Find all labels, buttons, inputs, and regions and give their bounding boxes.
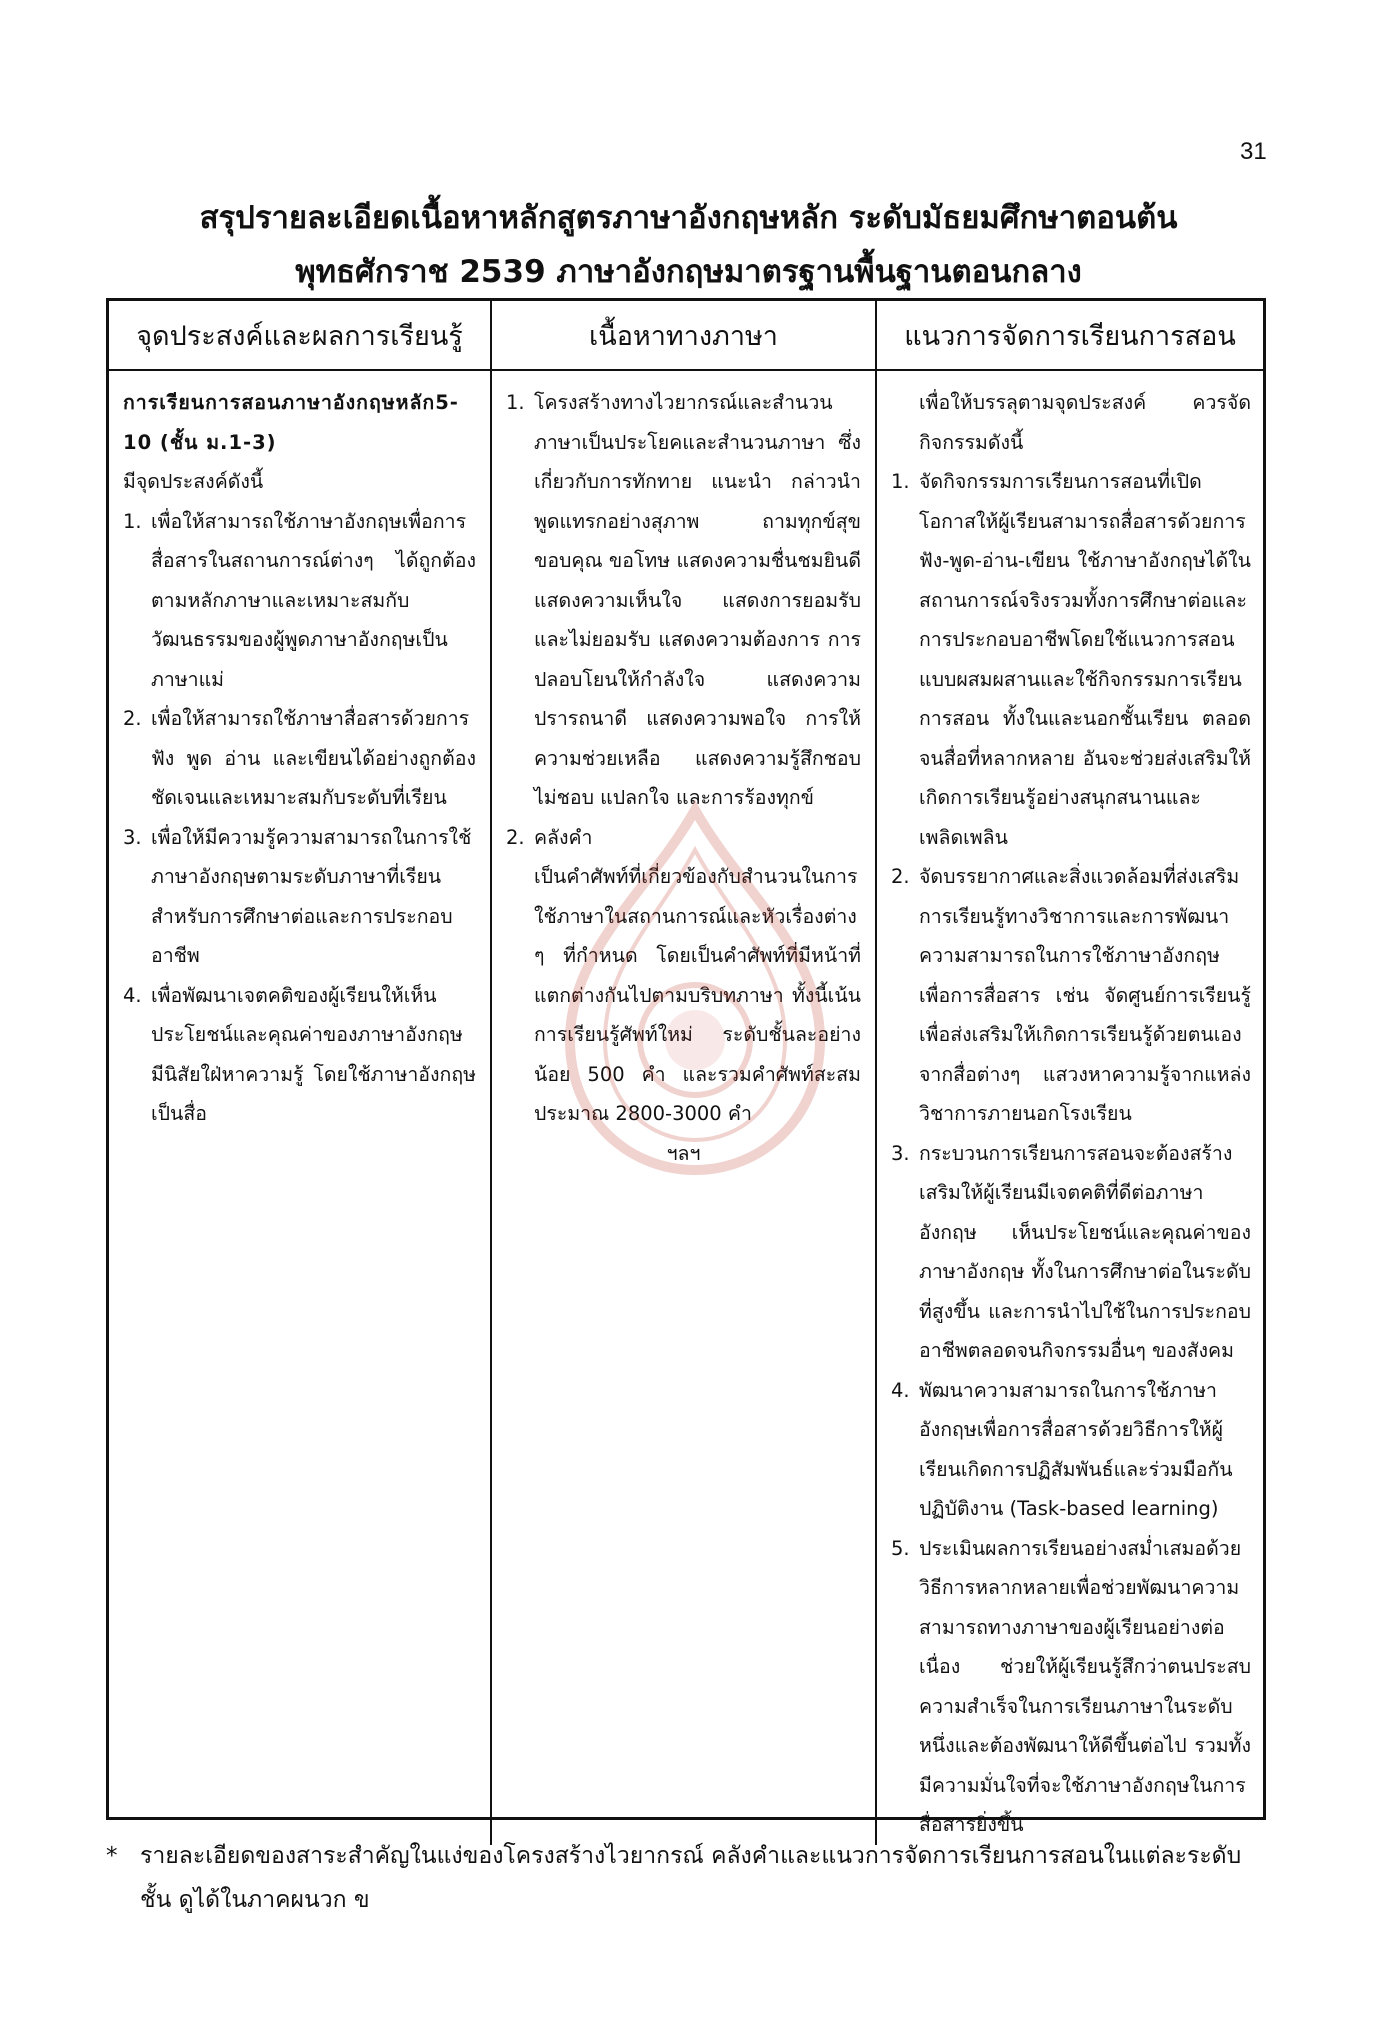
footnote — [106, 1834, 1266, 1922]
footnote-asterisk: * — [106, 1843, 118, 1869]
etc-mark: ฯลฯ — [666, 1141, 701, 1165]
objectives-column — [109, 371, 492, 1845]
vocabulary-description: เป็นคำศัพท์ที่เกี่ยวข้องกับสำนวนในการใช้ภาษาในสถานการณ์และหัวเรื่องต่าง ๆ ที่กำหนด โดยเป็นคำศัพท์ที่มีหน้าที่แตกต่างกันไปตามบริบทภาษา ทั้งนี้เน้นการเรียนรู้ศัพท์ใหม่ ระดับชั้นละอย่างน้อย 500 คำ และรวมคำศัพท์สะสมประมาณ 2800-3000 คำ — [534, 865, 861, 1125]
item-text: โครงสร้างทางไวยากรณ์และสำนวนภาษาเป็นประโยคและสำนวนภาษา ซึ่งเกี่ยวกับการทักทาย แนะนำ กล่าวนำ พูดแทรกอย่างสุภาพ ถามทุกข์สุข ขอบคุณ ขอโทษ แสดงความชื่นชมยินดี แสดงความเห็นใจ แสดงการยอมรับและไม่ยอมรับ แสดงความต้องการ การปลอบโยนให้กำลังใจ แสดงความปรารถนาดี แสดงความพอใจ การให้ความช่วยเหลือ แสดงความรู้สึกชอบ ไม่ชอบ แปลกใจ และการร้องทุกข์ — [534, 391, 861, 809]
objective-item — [123, 502, 476, 700]
objectives-intro: มีจุดประสงค์ดังนี้ — [123, 470, 264, 493]
content-item — [506, 818, 861, 858]
item-number: 3. — [891, 1141, 910, 1165]
item-number: 1. — [506, 391, 525, 414]
item-text: เพื่อให้สามารถใช้ภาษาสื่อสารด้วยการฟัง พูด อ่าน และเขียนได้อย่างถูกต้องชัดเจนและเหมาะสมกับระดับที่เรียน — [151, 707, 476, 809]
header-language-content: เนื้อหาทางภาษา — [492, 301, 877, 371]
curriculum-table — [106, 298, 1266, 1836]
item-number: 4. — [891, 1378, 910, 1402]
objective-item — [123, 976, 476, 1134]
approach-item — [891, 1529, 1251, 1845]
item-text: เพื่อให้มีความรู้ความสามารถในการใช้ภาษาอังกฤษตามระดับภาษาที่เรียนสำหรับการศึกษาต่อและการประกอบอาชีพ — [151, 825, 472, 967]
item-number: 2. — [123, 707, 142, 730]
item-number: 3. — [123, 825, 142, 849]
item-text: จัดบรรยากาศและสิ่งแวดล้อมที่ส่งเสริมการเรียนรู้ทางวิชาการและการพัฒนาความสามารถในการใช้ภาษาอังกฤษเพื่อการสื่อสาร เช่น จัดศูนย์การเรียนรู้เพื่อส่งเสริมให้เกิดการเรียนรู้ด้วยตนเองจากสื่อต่างๆ แสวงหาความรู้จากแหล่งวิชาการภายนอกโรงเรียน — [919, 865, 1251, 1125]
item-text: จัดกิจกรรมการเรียนการสอนที่เปิดโอกาสให้ผู้เรียนสามารถสื่อสารด้วยการฟัง-พูด-อ่าน-เขียน ใช้ภาษาอังกฤษได้ในสถานการณ์จริงรวมทั้งการศึกษาต่อและการประกอบอาชีพโดยใช้แนวการสอนแบบผสมผสานและใช้กิจกรรมการเรียนการสอน ทั้งในและนอกชั้นเรียน ตลอดจนสื่อที่หลากหลาย อันจะช่วยส่งเสริมให้เกิดการเรียนรู้อย่างสนุกสนานและเพลิดเพลิน — [919, 470, 1251, 849]
approach-item — [891, 462, 1251, 857]
approach-item — [891, 1134, 1251, 1371]
approach-item — [891, 857, 1251, 1134]
footnote-text: รายละเอียดของสาระสำคัญในแง่ของโครงสร้างไวยากรณ์ คลังคำและแนวการจัดการเรียนการสอนในแต่ละระดับชั้น ดูได้ในภาคผนวก ข — [140, 1843, 1242, 1913]
item-text: กระบวนการเรียนการสอนจะต้องสร้างเสริมให้ผู้เรียนมีเจตคติที่ดีต่อภาษาอังกฤษ เห็นประโยชน์และคุณค่าของภาษาอังกฤษ ทั้งในการศึกษาต่อในระดับที่สูงขึ้น และการนำไปใช้ในการประกอบอาชีพตลอดจนกิจกรรมอื่นๆ ของสังคม — [919, 1141, 1251, 1362]
approach-intro: เพื่อให้บรรลุตามจุดประสงค์ ควรจัดกิจกรรมดังนี้ — [919, 391, 1251, 454]
teaching-approach-column — [877, 371, 1263, 1845]
page-number: 31 — [1240, 138, 1267, 165]
item-text: เพื่อให้สามารถใช้ภาษาอังกฤษเพื่อการสื่อสารในสถานการณ์ต่างๆ ได้ถูกต้องตามหลักภาษาและเหมาะสมกับวัฒนธรรมของผู้พูดภาษาอังกฤษเป็นภาษาแม่ — [151, 509, 476, 691]
header-teaching-approach: แนวการจัดการเรียนการสอน — [877, 301, 1263, 371]
item-number: 4. — [123, 983, 142, 1007]
language-content-column — [492, 371, 877, 1845]
content-item — [506, 383, 861, 818]
page-title-line-2: พุทธศักราช 2539 ภาษาอังกฤษมาตรฐานพื้นฐานตอนกลาง — [295, 254, 1082, 290]
objective-item — [123, 699, 476, 818]
item-number: 2. — [506, 825, 525, 849]
item-text: คลังคำ — [534, 825, 593, 849]
item-text: ประเมินผลการเรียนอย่างสม่ำเสมอด้วยวิธีการหลากหลายเพื่อช่วยพัฒนาความสามารถทางภาษาของผู้เรียนอย่างต่อเนื่อง ช่วยให้ผู้เรียนรู้สึกว่าตนประสบความสำเร็จในการเรียนภาษาในระดับหนึ่งและต้องพัฒนาให้ดีขึ้นต่อไป รวมทั้งมีความมั่นใจที่จะใช้ภาษาอังกฤษในการสื่อสารยิ่งขึ้น — [919, 1536, 1251, 1836]
header-objectives: จุดประสงค์และผลการเรียนรู้ — [109, 301, 492, 371]
item-number: 2. — [891, 865, 910, 888]
item-number: 1. — [891, 470, 910, 493]
item-text: เพื่อพัฒนาเจตคติของผู้เรียนให้เห็นประโยชน์และคุณค่าของภาษาอังกฤษ มีนิสัยใฝ่หาความรู้ โดยใช้ภาษาอังกฤษเป็นสื่อ — [151, 983, 476, 1125]
approach-item — [891, 1371, 1251, 1529]
objective-item — [123, 818, 476, 976]
objectives-subhead: การเรียนการสอนภาษาอังกฤษหลัก5-10 (ชั้น ม.1-3) — [123, 391, 459, 454]
item-number: 1. — [123, 509, 142, 533]
item-text: พัฒนาความสามารถในการใช้ภาษาอังกฤษเพื่อการสื่อสารด้วยวิธีการให้ผู้เรียนเกิดการปฏิสัมพันธ์และร่วมมือกันปฏิบัติงาน (Task-based learning) — [919, 1378, 1233, 1520]
page-title-line-1: สรุปรายละเอียดเนื้อหาหลักสูตรภาษาอังกฤษหลัก ระดับมัธยมศึกษาตอนต้น — [199, 200, 1178, 236]
item-number: 5. — [891, 1536, 910, 1560]
